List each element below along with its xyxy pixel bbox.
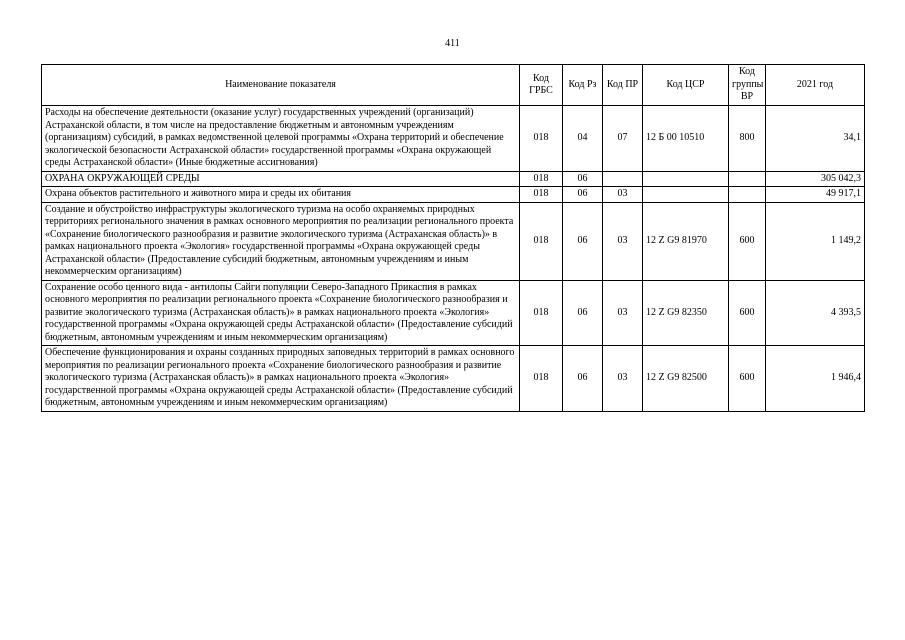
row-amount: 1 946,4 [766, 346, 865, 412]
row-name: Сохранение особо ценного вида - антилопы Сайги популяции Северо-Западного Прикаспия в рамках основного мероприятия по реализации регионального проекта «Сохранение биологического разнообразия и развитие экологического туризма (Астраханская область)» в рамках национального проекта «Экология» государственной программы «Охрана окружающей среды Астраханской области» (Предоставление субсидий бюджетным, автономным учреждениям и иным некоммерческим организациям) [42, 280, 520, 346]
row-csr [643, 187, 729, 203]
table-row [42, 171, 865, 187]
table-row [42, 187, 865, 203]
row-csr: 12 Z G9 81970 [643, 202, 729, 280]
row-amount: 34,1 [766, 106, 865, 172]
budget-table [41, 64, 865, 412]
row-pr [603, 171, 643, 187]
row-grbs: 018 [520, 106, 563, 172]
row-rz: 04 [563, 106, 603, 172]
row-pr: 07 [603, 106, 643, 172]
header-name: Наименование показателя [42, 65, 520, 106]
row-vr [729, 187, 766, 203]
row-vr [729, 171, 766, 187]
row-csr: 12 Б 00 10510 [643, 106, 729, 172]
header-pr: Код ПР [603, 65, 643, 106]
row-amount: 305 042,3 [766, 171, 865, 187]
row-grbs: 018 [520, 346, 563, 412]
row-amount: 1 149,2 [766, 202, 865, 280]
table-row [42, 106, 865, 172]
row-rz: 06 [563, 171, 603, 187]
row-amount: 49 917,1 [766, 187, 865, 203]
row-pr: 03 [603, 187, 643, 203]
row-rz: 06 [563, 187, 603, 203]
row-name: Охрана объектов растительного и животного мира и среды их обитания [42, 187, 520, 203]
row-grbs: 018 [520, 202, 563, 280]
row-vr: 800 [729, 106, 766, 172]
header-vr: Код группы ВР [729, 65, 766, 106]
row-rz: 06 [563, 346, 603, 412]
header-csr: Код ЦСР [643, 65, 729, 106]
table-header-row [42, 65, 865, 106]
header-year: 2021 год [766, 65, 865, 106]
row-pr: 03 [603, 202, 643, 280]
row-csr: 12 Z G9 82350 [643, 280, 729, 346]
table-row [42, 346, 865, 412]
row-csr [643, 171, 729, 187]
row-grbs: 018 [520, 171, 563, 187]
row-amount: 4 393,5 [766, 280, 865, 346]
row-rz: 06 [563, 280, 603, 346]
row-vr: 600 [729, 346, 766, 412]
row-csr: 12 Z G9 82500 [643, 346, 729, 412]
table-row [42, 280, 865, 346]
row-pr: 03 [603, 346, 643, 412]
row-name: Создание и обустройство инфраструктуры экологического туризма на особо охраняемых природных территориях регионального значения в рамках основного мероприятия по реализации регионального проекта «Сохранение биологического разнообразия и развитие экологического туризма (Астраханская область)» в рамках национального проекта «Экология» государственной программы «Охрана окружающей среды Астраханской области» (Предоставление субсидий бюджетным, автономным учреждениям и иным некоммерческим организациям) [42, 202, 520, 280]
table-row [42, 202, 865, 280]
row-vr: 600 [729, 280, 766, 346]
row-name: ОХРАНА ОКРУЖАЮЩЕЙ СРЕДЫ [42, 171, 520, 187]
page-number: 411 [445, 38, 460, 49]
row-grbs: 018 [520, 187, 563, 203]
header-rz: Код Рз [563, 65, 603, 106]
row-vr: 600 [729, 202, 766, 280]
row-name: Расходы на обеспечение деятельности (оказание услуг) государственных учреждений (организаций) Астраханской области, в том числе на предоставление бюджетным и автономным учреждениям (организациям) субсидий, в рамках ведомственной целевой программы «Охрана территорий и обеспечение экологической безопасности Астраханской области» государственной программы «Охрана окружающей среды Астраханской области» (Иные бюджетные ассигнования) [42, 106, 520, 172]
row-name: Обеспечение функционирования и охраны созданных природных заповедных территорий в рамках основного мероприятия по реализации регионального проекта «Сохранение биологического разнообразия и развитие экологического туризма (Астраханская область)» в рамках национального проекта «Экология» государственной программы «Охрана окружающей среды Астраханской области» (Предоставление субсидий бюджетным, автономным учреждениям и иным некоммерческим организациям) [42, 346, 520, 412]
header-grbs: Код ГРБС [520, 65, 563, 106]
row-rz: 06 [563, 202, 603, 280]
row-grbs: 018 [520, 280, 563, 346]
row-pr: 03 [603, 280, 643, 346]
